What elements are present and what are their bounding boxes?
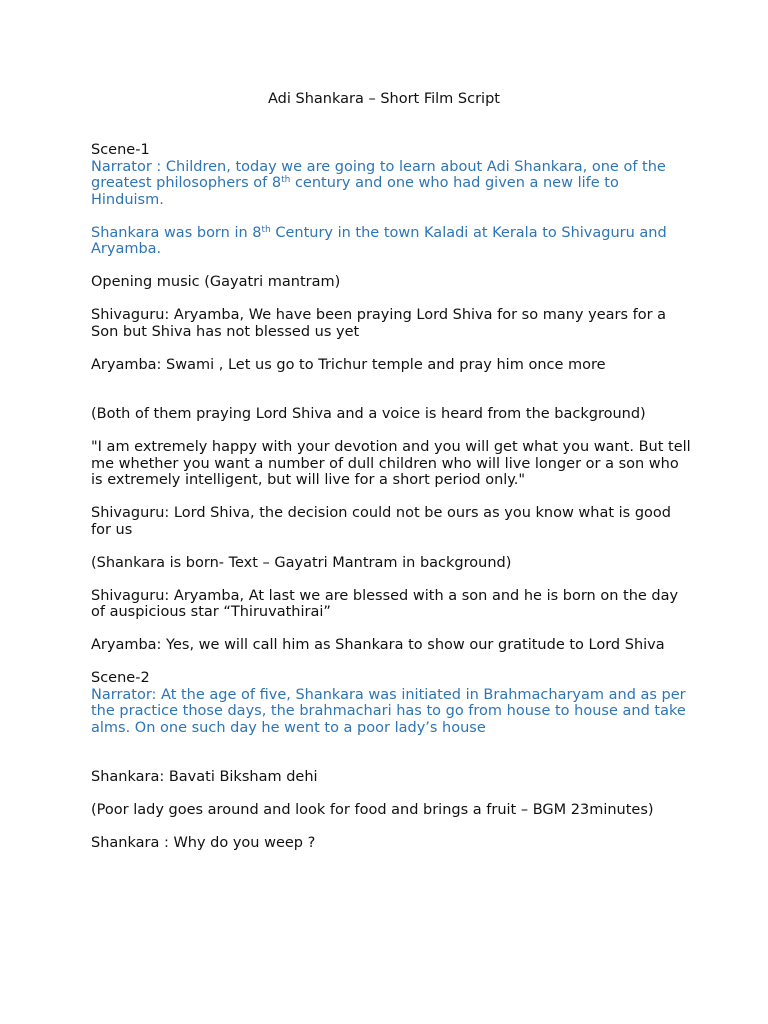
shivaguru-line-2: Shivaguru: Lord Shiva, the decision could not be ours as you know what is good for us	[91, 505, 671, 538]
narrator-birth-text-b: Century in the town Kaladi at Kerala to Shivaguru and Aryamba.	[91, 224, 667, 257]
scene-2-heading: Scene-2	[91, 670, 150, 686]
shankara-line-1: Shankara: Bavati Biksham dehi	[91, 769, 318, 785]
narrator-birth	[91, 225, 691, 258]
narrator-intro-text-b: century and one who had given a new life to Hinduism.	[91, 175, 619, 208]
aryamba-line-1: Aryamba: Swami , Let us go to Trichur temple and pray him once more	[91, 356, 606, 373]
aryamba-line-2: Aryamba: Yes, we will call him as Shankara to show our gratitude to Lord Shiva	[91, 637, 665, 653]
narrator-birth-text-a: Shankara was born in 8	[91, 224, 262, 241]
shankara-line-2: Shankara : Why do you weep ?	[91, 835, 316, 851]
shivaguru-line-3: Shivaguru: Aryamba, At last we are blessed with a son and he is born on the day of auspicious star “Thiruvathirai”	[91, 587, 679, 620]
voice-line: "I am extremely happy with your devotion and you will get what you want. But tell me whether you want a number of dull children who will live longer or a son who is extremely intelligent, but will live for a short period only."	[91, 439, 691, 488]
narrator-scene-2: Narrator: At the age of five, Shankara was initiated in Brahmacharyam and as per the practice those days, the brahmachari has to go from house to house and take alms. On one such day he went to a poor lady’s house	[91, 686, 686, 736]
scene-1-heading: Scene-1	[91, 142, 150, 158]
narrator-intro-text-a: Narrator : Children, today we are going to learn about Adi Shankara, one of the greatest philosophers of 8	[91, 158, 666, 191]
narrator-birth-sup: th	[261, 224, 271, 235]
stage-direction-3: (Poor lady goes around and look for food and brings a fruit – BGM 23minutes)	[91, 802, 654, 818]
stage-direction-2: (Shankara is born- Text – Gayatri Mantram in background)	[91, 554, 512, 571]
narrator-intro-sup: th	[281, 175, 291, 185]
document-title: Adi Shankara – Short Film Script	[268, 91, 500, 107]
stage-direction-1: (Both of them praying Lord Shiva and a voice is heard from the background)	[91, 406, 646, 422]
narrator-intro	[91, 159, 691, 209]
script-body	[91, 142, 691, 852]
opening-music-line: Opening music (Gayatri mantram)	[91, 274, 341, 290]
shivaguru-line-1: Shivaguru: Aryamba, We have been praying Lord Shiva for so many years for a Son but Shiva has not blessed us yet	[91, 307, 667, 340]
